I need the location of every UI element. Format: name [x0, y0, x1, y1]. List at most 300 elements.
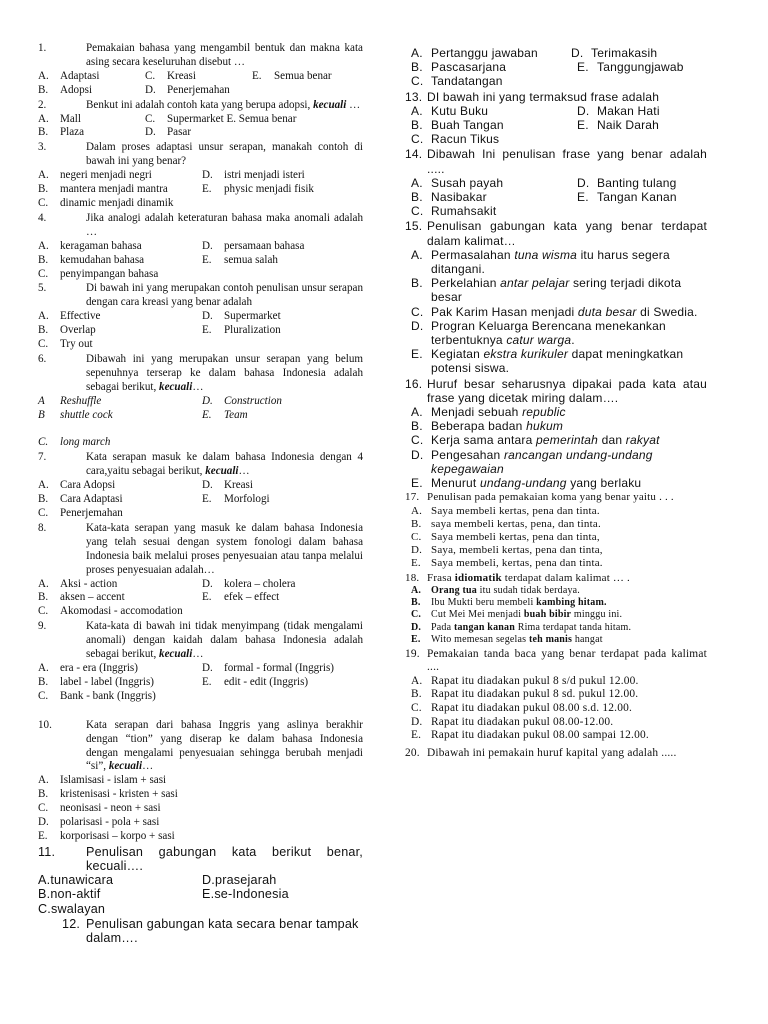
- text: B.: [38, 493, 49, 506]
- text: B.: [411, 517, 422, 530]
- text: C.: [38, 802, 49, 815]
- text: persamaan bahasa: [224, 239, 305, 252]
- text: sering terjadi dikota besar: [431, 276, 682, 305]
- text: hangat: [572, 634, 603, 646]
- text: Kata serapan dari bahasa Inggris yang aslinya berakhir dengan “tion” yang diserap ke dalam bahasa Indonesia dengan mengalami penyesuaian sehingga berubah menjadi “si”,: [86, 718, 363, 773]
- text: C.: [38, 689, 49, 702]
- right-column: [405, 46, 707, 761]
- option-b: [38, 591, 198, 605]
- text: E.: [202, 493, 212, 506]
- text: Reshuffle: [60, 394, 102, 407]
- text: aksen – accent: [60, 591, 125, 604]
- option-c: [405, 132, 707, 146]
- text: se-Indonesia: [214, 887, 289, 902]
- text: A.: [38, 239, 49, 252]
- text: duta besar: [577, 304, 637, 319]
- text: E.: [202, 675, 212, 688]
- option-a: [38, 113, 141, 127]
- text: C.: [145, 112, 156, 125]
- text: terdapat dalam kalimat … .: [501, 571, 631, 584]
- text: kambing hitam.: [536, 596, 607, 608]
- text: catur warga: [506, 333, 572, 348]
- text: Orang tua: [431, 584, 477, 596]
- text: Saya membeli, kertas, pena dan tinta.: [431, 557, 603, 570]
- text: kecuali: [159, 648, 193, 661]
- question-3: [38, 141, 363, 211]
- option-d: [202, 169, 363, 183]
- text: shuttle cock: [60, 408, 113, 421]
- question-text: Penulisan pada pemakaian koma yang benar yaitu . . .: [427, 491, 674, 504]
- option-d: [202, 310, 363, 324]
- option-e: [571, 60, 707, 74]
- text: kecuali: [205, 465, 239, 478]
- text: A: [38, 394, 45, 407]
- option-b: [38, 126, 141, 140]
- text: rancangan undang-undang kepegawaian: [431, 447, 653, 476]
- option-a: [405, 176, 567, 190]
- question-number: 8.: [38, 521, 47, 534]
- question-text: Di bawah ini yang merupakan contoh penulisan unsur serapan dengan cara kreasi yang benar adalah: [86, 282, 363, 309]
- text: E.: [411, 729, 422, 742]
- text: saya membeli kertas, pena, dan tinta.: [431, 517, 601, 530]
- text: E.: [202, 324, 212, 337]
- question-number: 9.: [38, 620, 47, 633]
- option-d: [405, 319, 707, 347]
- text: tangan kanan: [453, 621, 515, 633]
- text: yang berlaku: [566, 476, 642, 491]
- option-d: [405, 716, 707, 730]
- question-number: 2.: [38, 98, 47, 111]
- text: Try out: [60, 338, 93, 351]
- text: ekstra kurikuler: [483, 347, 569, 362]
- text: Cara Adopsi: [60, 479, 116, 492]
- option-d: [405, 622, 707, 634]
- option-c: [405, 433, 707, 447]
- option-b: [405, 518, 707, 531]
- option-e: [405, 634, 707, 646]
- text: …: [346, 98, 361, 111]
- option-d: [202, 662, 363, 676]
- question-text: Dibawah Ini penulisan frase yang benar adalah .....: [427, 147, 707, 176]
- option-a: [405, 585, 707, 597]
- text: Construction: [224, 394, 282, 407]
- text: A.: [411, 584, 422, 596]
- option-c: [405, 531, 707, 544]
- text: negeri menjadi negri: [60, 169, 152, 182]
- text: B.: [38, 126, 49, 139]
- text: D.: [202, 169, 213, 182]
- text: C.: [411, 74, 424, 89]
- option-a: [405, 104, 567, 118]
- text: E.: [577, 190, 589, 205]
- text: A.: [38, 873, 51, 888]
- text: tunawicara: [50, 873, 114, 888]
- question-number: 12.: [62, 916, 81, 931]
- text: Penerjemahan: [167, 83, 230, 96]
- text: Semua benar: [274, 69, 332, 82]
- option-e: [38, 830, 363, 844]
- question-number: 7.: [38, 451, 47, 464]
- option-e: [202, 254, 363, 268]
- text: E.: [411, 557, 421, 570]
- text: di Swedia.: [636, 304, 698, 319]
- text: neonisasi - neon + sasi: [60, 802, 161, 815]
- option-a: [38, 774, 363, 788]
- text: dinamic menjadi dinamik: [60, 196, 174, 209]
- text: D.: [145, 126, 156, 139]
- question-text: Penulisan gabungan kata yang benar terdapat dalam kalimat…: [427, 219, 707, 248]
- text: B.: [411, 190, 423, 205]
- option-b: [405, 419, 707, 433]
- option-d: [405, 448, 707, 476]
- text: D.: [202, 577, 213, 590]
- question-number: 5.: [38, 282, 47, 295]
- option-b: [38, 183, 198, 197]
- option-a: [405, 675, 707, 689]
- text: Menjadi sebuah: [431, 405, 523, 420]
- text: Wito memesan segelas: [431, 634, 529, 646]
- text: Kerja sama antara: [431, 433, 536, 448]
- text: …: [192, 380, 204, 393]
- text: Susah payah: [431, 175, 504, 190]
- text: Permasalahan: [431, 247, 515, 262]
- question-number: 15.: [405, 219, 423, 234]
- text: long march: [60, 436, 111, 449]
- text: Cut Mei Mei menjadi: [431, 609, 524, 621]
- question-text: [62, 719, 363, 775]
- text: Plaza: [60, 126, 85, 139]
- text: rakyat: [625, 433, 660, 448]
- option-c: [38, 436, 363, 450]
- text: A.: [38, 479, 49, 492]
- text: D.: [202, 239, 213, 252]
- text: D.: [411, 715, 423, 728]
- text: kecuali: [159, 380, 193, 393]
- text: Nasibakar: [431, 190, 487, 205]
- text: E.: [411, 347, 423, 362]
- option-b: [405, 276, 707, 304]
- option-e: [202, 324, 363, 338]
- option-c: [145, 113, 363, 127]
- text: E.: [202, 408, 212, 421]
- text: C.: [38, 605, 49, 618]
- text: E.: [202, 887, 215, 902]
- text: A.: [38, 774, 49, 787]
- text: Pengesahan: [431, 447, 504, 462]
- text: B.: [38, 183, 49, 196]
- question-8: [38, 522, 363, 619]
- text: mantera menjadi mantra: [60, 183, 168, 196]
- text: label - label (Inggris): [60, 675, 154, 688]
- question-number: 20.: [405, 746, 420, 759]
- option-a: [38, 169, 198, 183]
- text: D.: [577, 103, 590, 118]
- text: B: [38, 408, 45, 421]
- question-20: [405, 747, 707, 761]
- text: D.: [145, 83, 156, 96]
- text: E.: [411, 476, 423, 491]
- option-e: [405, 557, 707, 570]
- question-2: [38, 99, 363, 141]
- option-e: [202, 409, 363, 423]
- option-c: [145, 70, 248, 84]
- text: D.: [202, 873, 215, 888]
- question-number: 11.: [38, 844, 56, 859]
- text: Rapat itu diadakan pukul 08.00-12.00.: [431, 715, 614, 728]
- text: Saya membeli kertas, pena dan tinta,: [431, 530, 600, 543]
- text: A.: [38, 661, 49, 674]
- text: Pada: [431, 621, 454, 633]
- text: Saya membeli kertas, pena dan tinta.: [431, 504, 600, 517]
- question-text: Penulisan gabungan kata secara benar tampak dalam….: [86, 916, 359, 946]
- text: Ibu Mukti beru membeli: [431, 596, 537, 608]
- text: B.: [411, 60, 423, 75]
- option-c: [38, 268, 363, 282]
- text: semua salah: [224, 253, 278, 266]
- text: A.: [38, 169, 49, 182]
- question-text: [62, 451, 363, 479]
- text: undang-undang: [479, 476, 567, 491]
- text: D.: [411, 544, 423, 557]
- option-d: [405, 544, 707, 557]
- option-b: [38, 84, 141, 98]
- option-a: [405, 248, 707, 276]
- text: minggu ini.: [571, 609, 623, 621]
- text: antar pelajar: [500, 276, 570, 291]
- option-a: [38, 240, 198, 254]
- question-4: [38, 212, 363, 282]
- text: itu harus segera ditangani.: [431, 247, 670, 277]
- question-number: 19.: [405, 647, 420, 660]
- text: D.: [202, 479, 213, 492]
- option-e: [252, 70, 363, 84]
- option-d: [202, 395, 363, 409]
- text: Pascasarjana: [431, 60, 507, 75]
- text: Dibawah ini yang merupakan unsur serapan yang belum sepenuhnya terserap ke dalam bahasa Indonesia adalah sebagai berikut,: [86, 352, 363, 393]
- option-c: [38, 197, 363, 211]
- text: B.: [411, 419, 423, 434]
- text: polarisasi - pola + sasi: [60, 816, 160, 829]
- text: formal - formal (Inggris): [224, 661, 334, 674]
- option-a: [405, 405, 707, 419]
- text: Perkelahian: [431, 276, 501, 291]
- text: Rapat itu diadakan pukul 08.00 sampai 12.00.: [431, 729, 649, 742]
- option-c: [38, 690, 363, 704]
- text: Rapat itu diadakan pukul 08.00 s.d. 12.00.: [431, 701, 633, 714]
- question-text: Kata-kata serapan yang masuk ke dalam bahasa Indonesia yang telah sesuai dengan system fonologi dalam bahasa Indonesia baik melalui proses penyesuaian atau tanpa melalui proses penyesuaian adalah…: [86, 521, 363, 576]
- text: Cara Adaptasi: [60, 493, 123, 506]
- text: Buah Tangan: [431, 118, 504, 133]
- option-b: [405, 60, 567, 74]
- text: Racun Tikus: [431, 132, 500, 147]
- option-b: [38, 324, 198, 338]
- question-number: 18.: [405, 571, 420, 584]
- text: B.: [38, 788, 49, 801]
- option-d: [202, 479, 363, 493]
- text: B.: [411, 276, 423, 291]
- question-number: 1.: [38, 42, 47, 54]
- option-a: [38, 395, 198, 409]
- text: Saya, membeli kertas, pena dan tinta,: [431, 544, 603, 557]
- text: Aksi - action: [60, 577, 118, 590]
- question-number: 17.: [405, 491, 420, 504]
- text: Menurut: [431, 476, 480, 491]
- text: C.: [145, 69, 156, 82]
- option-a: [38, 479, 198, 493]
- question-13: [405, 90, 707, 147]
- question-18: [405, 572, 707, 647]
- question-text: [62, 620, 363, 662]
- option-e: [202, 676, 363, 690]
- text: E.: [252, 69, 262, 82]
- option-c: [405, 305, 707, 319]
- text: C.: [411, 132, 424, 147]
- question-number: 14.: [405, 147, 423, 162]
- left-column: [38, 42, 363, 946]
- question-12-options: [405, 46, 707, 89]
- text: B.: [38, 887, 51, 902]
- text: Adaptasi: [60, 69, 100, 82]
- question-text: Pemakaian bahasa yang mengambil bentuk dan makna kata asing secara keseluruhan disebut …: [86, 42, 363, 68]
- text: Makan Hati: [597, 103, 660, 118]
- text: C.: [38, 338, 49, 351]
- option-c: [38, 802, 363, 816]
- text: C.: [38, 196, 49, 209]
- question-text: [62, 353, 363, 395]
- text: kolera – cholera: [224, 577, 296, 590]
- text: C.: [411, 701, 422, 714]
- option-c: [405, 204, 707, 218]
- option-b: [38, 887, 198, 901]
- question-text: [62, 99, 363, 113]
- question-1: [38, 42, 363, 98]
- question-number: 4.: [38, 211, 47, 224]
- question-11: [38, 845, 363, 916]
- text: edit - edit (Inggris): [224, 675, 309, 688]
- option-c: [38, 902, 363, 916]
- question-9: [38, 620, 363, 703]
- question-text: Dibawah ini pemakain huruf kapital yang adalah .....: [427, 746, 677, 759]
- question-6: [38, 353, 363, 450]
- text: Frasa: [427, 571, 455, 584]
- option-b: [38, 409, 198, 423]
- text: Morfologi: [224, 493, 270, 506]
- text: E.: [38, 829, 48, 842]
- question-number: 13.: [405, 89, 423, 104]
- text: Adopsi: [60, 83, 93, 96]
- option-d: [145, 126, 363, 140]
- text: E.: [411, 634, 421, 646]
- text: C.: [38, 436, 49, 449]
- text: hukum: [526, 419, 564, 434]
- option-c: [405, 74, 707, 88]
- text: efek – effect: [224, 591, 280, 604]
- option-b: [38, 788, 363, 802]
- text: istri menjadi isteri: [224, 169, 305, 182]
- text: itu sudah tidak berdaya.: [476, 584, 581, 596]
- text: B.: [38, 324, 49, 337]
- text: Pluralization: [224, 324, 281, 337]
- option-b: [405, 688, 707, 702]
- text: E.: [577, 118, 589, 133]
- option-c: [38, 338, 363, 352]
- question-text: DI bawah ini yang termaksud frase adalah: [427, 89, 660, 104]
- text: C.: [411, 530, 422, 543]
- text: Pasar: [167, 126, 192, 139]
- text: Kreasi: [224, 479, 253, 492]
- text: E.: [202, 591, 212, 604]
- text: Penerjemahan: [60, 507, 123, 519]
- text: Akomodasi - accomodation: [60, 605, 183, 618]
- option-e: [405, 476, 707, 490]
- option-d: [202, 578, 363, 592]
- text: C.: [411, 433, 424, 448]
- option-a: [38, 310, 198, 324]
- option-b: [38, 254, 198, 268]
- option-d: [571, 176, 707, 190]
- text: A.: [38, 310, 49, 323]
- text: B.: [38, 675, 49, 688]
- text: Terimakasih: [591, 46, 658, 60]
- option-e: [202, 591, 363, 605]
- text: B.: [38, 253, 49, 266]
- option-d: [202, 240, 363, 254]
- text: prasejarah: [215, 873, 277, 888]
- text: C.: [411, 304, 424, 319]
- option-a: [38, 662, 198, 676]
- text: Effective: [60, 310, 101, 323]
- text: Rumahsakit: [431, 204, 497, 219]
- option-c: [38, 605, 363, 619]
- text: Rima terdapat tanda hitam.: [515, 621, 632, 633]
- option-d: [38, 816, 363, 830]
- option-a: [38, 578, 198, 592]
- question-19: [405, 648, 707, 743]
- text: A.: [38, 577, 49, 590]
- text: B.: [411, 688, 422, 701]
- text: Naik Darah: [597, 118, 660, 133]
- text: …: [192, 648, 204, 661]
- text: Kata serapan masuk ke dalam bahasa Indonesia dengan 4 cara,yaitu sebagai berikut,: [86, 451, 363, 478]
- text: A.: [411, 46, 423, 60]
- option-b: [38, 676, 198, 690]
- option-e: [202, 887, 363, 901]
- text: D.: [202, 310, 213, 323]
- text: …: [238, 465, 250, 478]
- text: Mall: [60, 112, 81, 125]
- option-b: [38, 493, 198, 507]
- text: .: [571, 333, 575, 348]
- text: Kutu Buku: [431, 103, 489, 118]
- option-e: [202, 493, 363, 507]
- text: dapat meningkatkan potensi siswa.: [431, 347, 684, 376]
- text: D.: [38, 816, 49, 829]
- text: A.: [411, 103, 423, 118]
- option-a: [38, 70, 141, 84]
- text: kecuali: [313, 98, 347, 111]
- text: A.: [38, 112, 49, 125]
- text: Team: [224, 408, 248, 421]
- text: A.: [411, 175, 423, 190]
- question-number: 6.: [38, 352, 47, 365]
- option-b: [405, 597, 707, 609]
- option-d: [202, 873, 363, 887]
- text: A.: [411, 674, 423, 687]
- text: Kegiatan: [431, 347, 484, 362]
- text: C.: [38, 901, 51, 916]
- text: A.: [38, 69, 49, 82]
- text: kristenisasi - kristen + sasi: [60, 788, 178, 801]
